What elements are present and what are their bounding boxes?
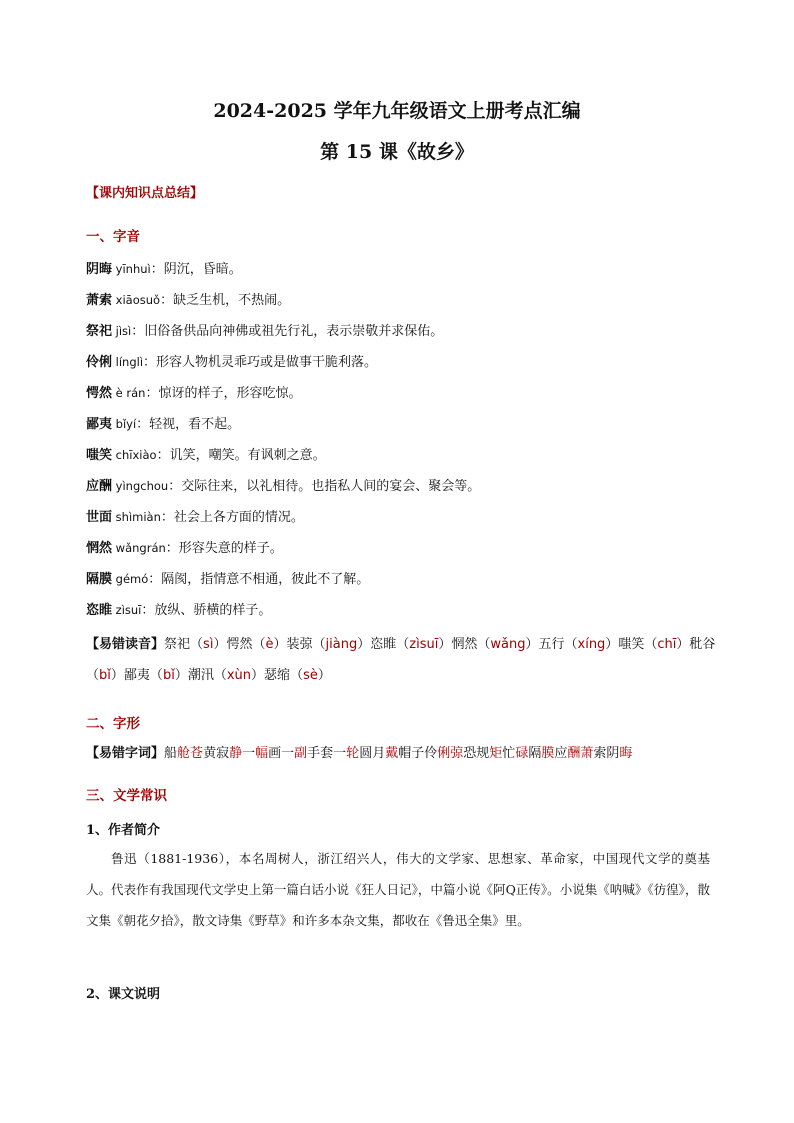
vocab-term: 祭祀 <box>86 324 113 339</box>
vocab-item <box>86 446 716 465</box>
plain-chars: 帽子伶 <box>398 746 438 761</box>
plain-chars: 黄寂 <box>203 746 230 761</box>
error-reading-line <box>86 629 716 691</box>
vocab-term: 伶俐 <box>86 355 113 370</box>
vocab-pinyin: shìmiàn <box>112 510 161 524</box>
highlighted-char: 碌 <box>515 746 529 761</box>
vocab-item <box>86 477 716 496</box>
vocab-term: 恣睢 <box>86 603 113 618</box>
section-heading-glyph: 二、字形 <box>86 716 140 732</box>
error-reading-item: 愕然（è） <box>226 637 287 652</box>
vocab-pinyin: yīnhuì <box>112 262 151 276</box>
vocab-definition: ：隔阂，指情意不相通，彼此不了解。 <box>148 572 370 587</box>
vocab-pinyin: wǎngrán <box>112 541 166 555</box>
highlighted-char: 酬 <box>567 746 581 761</box>
plain-chars: 一 <box>242 746 256 761</box>
vocab-definition: ：形容失意的样子。 <box>165 541 283 556</box>
highlighted-char: 苍 <box>190 746 204 761</box>
error-reading-item: 五行（xíng） <box>538 637 619 652</box>
vocab-pinyin: chīxiào <box>112 448 157 462</box>
plain-chars: 忙 <box>502 746 516 761</box>
vocab-item <box>86 353 716 372</box>
vocab-term: 阴晦 <box>86 262 113 277</box>
vocab-item <box>86 291 716 310</box>
vocab-term: 应酬 <box>86 479 113 494</box>
vocab-pinyin: jìsì <box>112 324 132 338</box>
lesson-title: 第 15 课《故乡》 <box>320 141 474 163</box>
highlighted-char: 矩 <box>489 746 503 761</box>
vocab-item <box>86 415 716 434</box>
highlighted-char: 弶 <box>450 746 464 761</box>
vocab-term: 嗤笑 <box>86 448 113 463</box>
subheading-text-note: 2、课文说明 <box>86 987 161 1002</box>
error-reading-item: 祭祀（sì） <box>164 637 227 652</box>
vocab-pinyin: zìsuī <box>112 603 142 617</box>
error-reading-item: 恣睢（zìsuī） <box>370 637 452 652</box>
plain-chars: 圆月 <box>359 746 386 761</box>
plain-chars: 应 <box>554 746 568 761</box>
section-heading-pronunciation: 一、字音 <box>86 229 140 245</box>
plain-chars: 画一 <box>268 746 295 761</box>
plain-chars: 恐规 <box>463 746 490 761</box>
highlighted-char: 膜 <box>541 746 555 761</box>
error-reading-item: 秕谷（bǐ） <box>86 637 716 683</box>
vocab-pinyin: xiāosuǒ <box>112 293 161 307</box>
vocab-item <box>86 601 716 620</box>
document-title: 2024-2025 学年九年级语文上册考点汇编 <box>213 100 581 122</box>
vocab-term: 萧索 <box>86 293 113 308</box>
vocab-term: 愕然 <box>86 386 113 401</box>
highlighted-char: 戴 <box>385 746 399 761</box>
error-chars-label: 【易错字词】 <box>86 746 165 761</box>
vocab-item <box>86 322 716 341</box>
vocab-item <box>86 539 716 558</box>
highlighted-char: 副 <box>294 746 308 761</box>
author-paragraph: 鲁迅（1881-1936），本名周树人，浙江绍兴人，伟大的文学家、思想家、革命家，中国现代文学的奠基人。代表作有我国现代文学史上第一篇白话小说《狂人日记》，中篇小说《阿Q正传》。小说集《呐喊》《彷徨》，散文集《朝花夕拾》，散文诗集《野草》和许多本杂文集，都收在《鲁迅全集》里。 <box>86 851 710 928</box>
vocab-item <box>86 570 716 589</box>
vocab-definition: ：交际往来，以礼相待。也指私人间的宴会、聚会等。 <box>168 479 481 494</box>
error-reading-item: 鄙夷（bǐ） <box>123 668 188 683</box>
vocab-definition: ：社会上各方面的情况。 <box>160 510 304 525</box>
subheading-author: 1、作者简介 <box>86 823 161 838</box>
plain-chars: 手套一 <box>307 746 347 761</box>
error-reading-item: 嗤笑（chī） <box>618 637 690 652</box>
error-reading-item: 瑟缩（sè） <box>264 668 331 683</box>
error-chars-line <box>86 745 716 763</box>
error-reading-item: 潮汛（xùn） <box>187 668 265 683</box>
vocab-pinyin: yìngchou <box>112 479 169 493</box>
highlighted-char: 萧 <box>580 746 594 761</box>
vocab-definition: ：惊讶的样子，形容吃惊。 <box>145 386 302 401</box>
vocab-pinyin: gémó <box>112 572 149 586</box>
highlighted-char: 晦 <box>619 746 633 761</box>
vocab-item <box>86 260 716 279</box>
error-reading-item: 惘然（wǎng） <box>451 637 539 652</box>
vocab-definition: ：讥笑，嘲笑。有讽刺之意。 <box>156 448 326 463</box>
vocab-pinyin: línglì <box>112 355 144 369</box>
highlighted-char: 轮 <box>346 746 360 761</box>
vocab-definition: ：缺乏生机，不热闹。 <box>160 293 291 308</box>
vocab-definition: ：阴沉，昏暗。 <box>150 262 242 277</box>
vocab-definition: ：旧俗备供品向神佛或祖先行礼，表示崇敬并求保佑。 <box>131 324 444 339</box>
vocab-definition: ：形容人物机灵乖巧或是做事干脆利落。 <box>143 355 378 370</box>
plain-chars: 索阴 <box>593 746 620 761</box>
vocab-term: 世面 <box>86 510 113 525</box>
highlighted-char: 舱 <box>177 746 191 761</box>
error-reading-item: 装弶（jiàng） <box>286 637 371 652</box>
vocab-item <box>86 384 716 403</box>
vocab-pinyin: è rán <box>112 386 146 400</box>
error-reading-label: 【易错读音】 <box>86 637 165 652</box>
highlighted-char: 俐 <box>437 746 451 761</box>
vocab-term: 鄙夷 <box>86 417 113 432</box>
vocab-definition: ：轻视，看不起。 <box>136 417 241 432</box>
vocab-definition: ：放纵、骄横的样子。 <box>141 603 272 618</box>
plain-chars: 船 <box>164 746 178 761</box>
section-heading-literature: 三、文学常识 <box>86 788 167 804</box>
vocab-term: 隔膜 <box>86 572 113 587</box>
vocab-term: 惘然 <box>86 541 113 556</box>
highlighted-char: 静 <box>229 746 243 761</box>
vocab-pinyin: bǐyí <box>112 417 137 431</box>
plain-chars: 隔 <box>528 746 542 761</box>
vocab-item <box>86 508 716 527</box>
summary-tag: 【课内知识点总结】 <box>86 186 204 201</box>
highlighted-char: 幅 <box>255 746 269 761</box>
